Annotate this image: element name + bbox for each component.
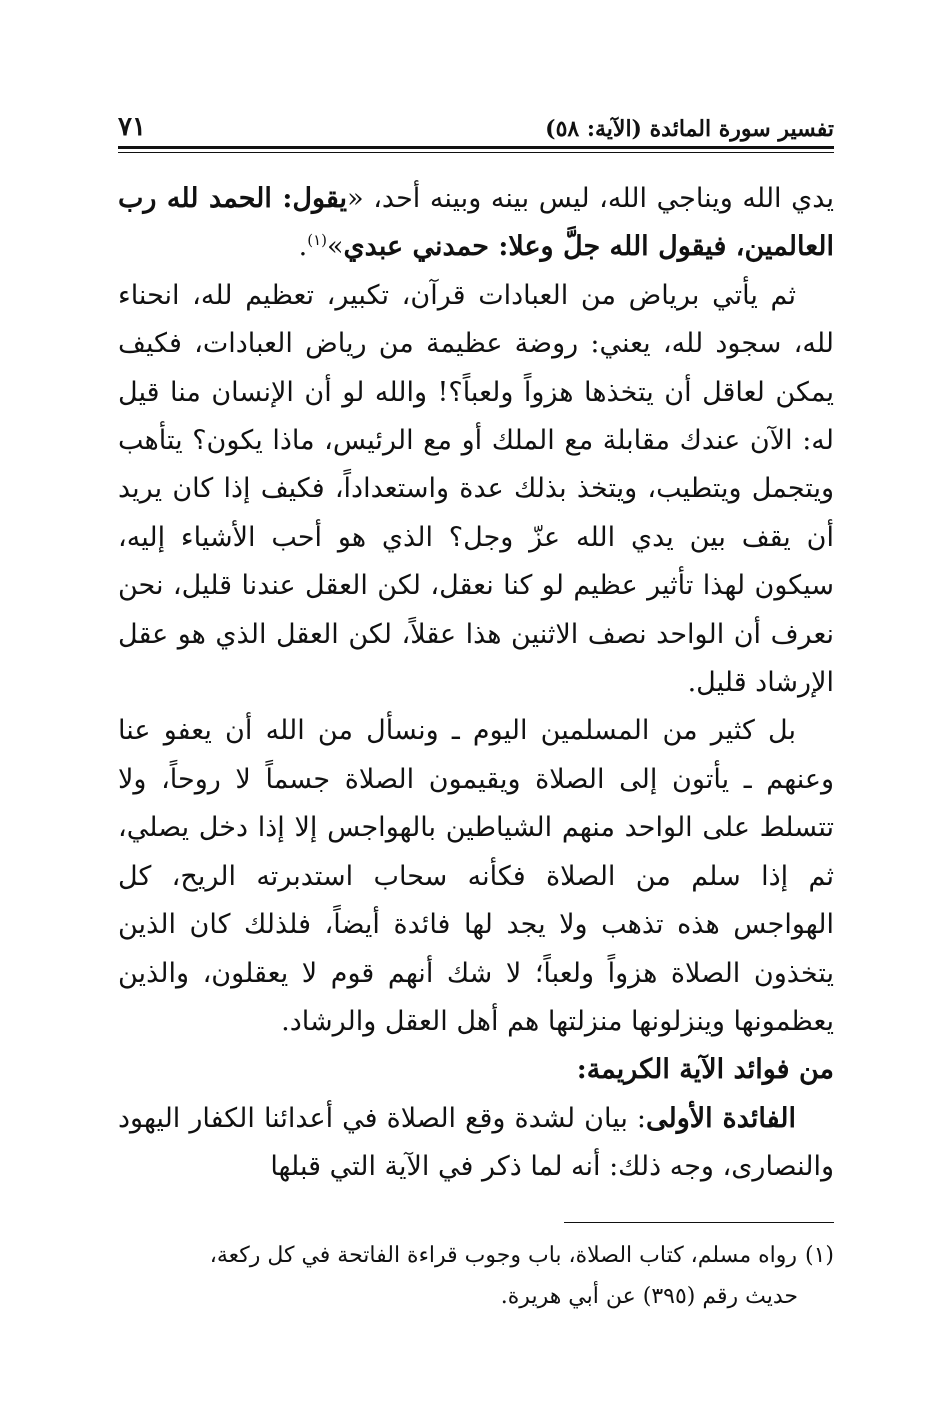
header-rule-thick [118, 146, 834, 149]
footnotes [118, 1222, 834, 1317]
running-header [118, 100, 834, 142]
body-text [118, 175, 834, 1192]
footnote-line-2: حديث رقم (٣٩٥) عن أبي هريرة. [500, 1284, 798, 1309]
header-rule-thin [118, 152, 834, 153]
footnote-line-1 [118, 1235, 834, 1276]
benefit-text: : بيان لشدة وقع الصلاة في أعدائنا الكفار اليهود والنصارى، وجه ذلك: أنه لما ذكر في الآية التي قبلها [118, 1102, 834, 1183]
para1-seg-3: » [326, 231, 344, 263]
paragraph-3: بل كثير من المسلمين اليوم ـ ونسأل من الله أن يعفو عنا وعنهم ـ يأتون إلى الصلاة ويقيمون الصلاة جسماً لا روحاً، ولا تتسلط على الواحد منهم الشياطين بالهواجس إلا إذا دخل يصلي، ثم إذا سلم من الصلاة فكأنه سحاب استدبرته الريح، كل الهواجس هذه تذهب ولا يجد لها فائدة أيضاً، فلذلك كان الذين يتخذون الصلاة هزواً ولعباً؛ لا شك أنهم قوم لا يعقلون، والذين يعظمونها وينزلونها منزلتها هم أهل العقل والرشاد. [118, 715, 834, 1037]
section-heading: من فوائد الآية الكريمة: [576, 1054, 834, 1086]
benefit-paragraph [118, 1095, 834, 1192]
footnote-ref: (١) [307, 231, 327, 250]
header-title: تفسير سورة المائدة (الآية: ٥٨) [545, 116, 834, 142]
footnote-separator [564, 1222, 834, 1223]
benefit-label: الفائدة الأولى [646, 1102, 796, 1134]
paragraph-2: ثم يأتي برياض من العبادات قرآن، تكبير، تعظيم لله، انحناء لله، سجود لله، يعني: روضة عظيمة من رياض العبادات، فكيف يمكن لعاقل أن يتخذها هزواً ولعباً؟! والله لو أن الإنسان منا قيل له: الآن عندك مقابلة مع الملك أو مع الرئيس، ماذا يكون؟ يتأهب ويتجمل ويتطيب، ويتخذ بذلك عدة واستعداداً، فكيف إذا كان يريد أن يقف بين يدي الله عزّ وجل؟ الذي هو أحب الأشياء إليه، سيكون لهذا تأثير عظيم لو كنا نعقل، لكن العقل عندنا قليل، نحن نعرف أن الواحد نصف الاثنين هذا عقلاً، لكن العقل الذي هو عقل الإرشاد قليل. [118, 279, 834, 699]
page-number: ٧١ [118, 112, 146, 142]
book-page [118, 100, 834, 1192]
footnote-text-1: رواه مسلم، كتاب الصلاة، باب وجوب قراءة الفاتحة في كل ركعة، [209, 1243, 797, 1268]
para1-seg-2-quote: يقول: الحمد لله رب العالمين، فيقول الله جلَّ وعلا: حمدني عبدي [118, 183, 834, 263]
footnote-1 [118, 1235, 834, 1317]
para1-seg-1: يدي الله ويناجي الله، ليس بينه وبينه أحد، « [347, 183, 834, 214]
paragraph-1 [118, 175, 834, 272]
para1-tail: . [298, 231, 308, 263]
footnote-number: (١) [804, 1243, 834, 1268]
